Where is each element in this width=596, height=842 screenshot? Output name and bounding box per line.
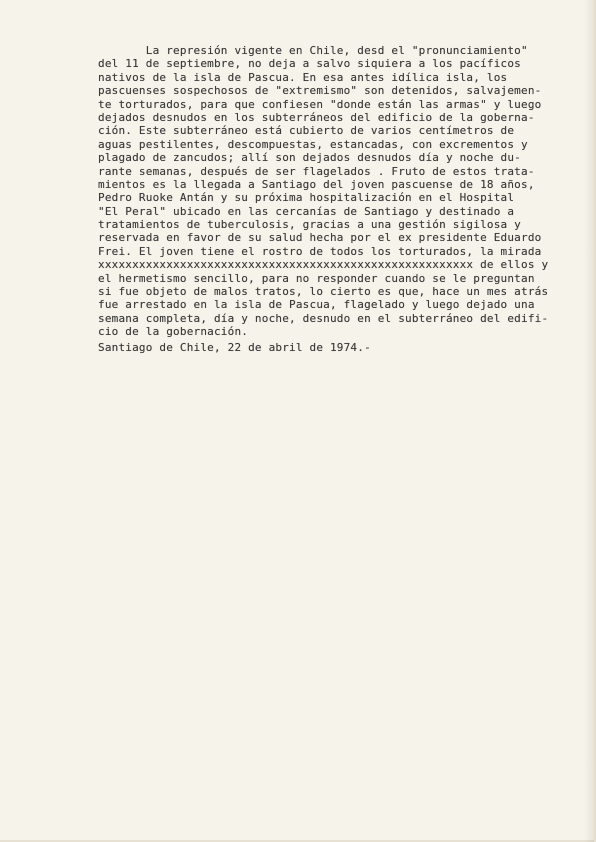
text-line: dejados desnudos en los subterráneos del edificio de la goberna- xyxy=(98,110,535,124)
text-line: ción. Este subterráneo está cubierto de varios centímetros de xyxy=(98,124,515,138)
text-line: el hermetismo sencillo, para no responder cuando se le preguntan xyxy=(98,271,535,285)
text-line: tratamientos de tuberculosis, gracias a una gestión sigilosa y xyxy=(98,218,521,232)
text-line: Frei. El joven tiene el rostro de todos los torturados, la mirada xyxy=(98,244,542,258)
text-line: si fue objeto de malos tratos, lo cierto es que, hace un mes atrás xyxy=(98,285,549,299)
text-line: La represión vigente en Chile, desd el "pronunciamiento" xyxy=(98,44,528,57)
text-line: cio de la gobernación. xyxy=(98,325,249,339)
struck-out-line: xxxxxxxxxxxxxxxxxxxxxxxxxxxxxxxxxxxxxxxxxxxxxxxxxxxxxxx de ellos y xyxy=(98,258,549,272)
text-line: semana completa, día y noche, desnudo en el subterráneo del edifi- xyxy=(98,311,549,325)
text-line: mientos es la llegada a Santiago del joven pascuense de 18 años, xyxy=(98,177,535,191)
body-paragraph xyxy=(98,44,584,339)
text-line: rante semanas, después de ser flagelados . Fruto de estos trata- xyxy=(98,164,535,178)
text-line: reservada en favor de su salud hecha por el ex presidente Eduardo xyxy=(98,231,542,245)
page-edge-shadow xyxy=(584,0,594,842)
text-line: pascuenses sospechosos de "extremismo" son detenidos, salvajemen- xyxy=(98,84,542,98)
text-line: "El Peral" ubicado en las cercanías de Santiago y destinado a xyxy=(98,204,515,218)
text-line: Pedro Ruoke Antán y su próxima hospitalización en el Hospital xyxy=(98,191,515,205)
text-line: fue arrestado en la isla de Pascua, flagelado y luego dejado una xyxy=(98,298,535,312)
text-line: nativos de la isla de Pascua. En esa antes idílica isla, los xyxy=(98,70,508,84)
text-line: del 11 de septiembre, no deja a salvo siquiera a los pacíficos xyxy=(98,57,521,71)
text-line: aguas pestilentes, descompuestas, estancadas, con excrementos y xyxy=(98,137,528,151)
text-line: te torturados, para que confiesen "donde están las armas" y luego xyxy=(98,97,542,111)
text-line: plagado de zancudos; allí son dejados desnudos día y noche du- xyxy=(98,151,521,165)
dateline: Santiago de Chile, 22 de abril de 1974.- xyxy=(98,341,371,354)
